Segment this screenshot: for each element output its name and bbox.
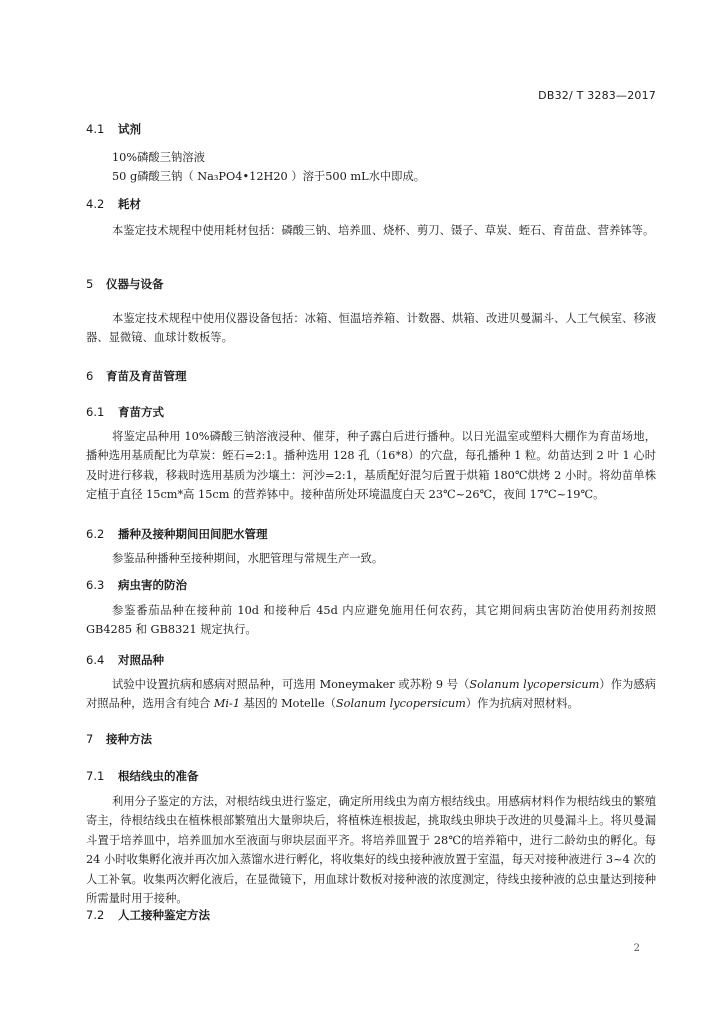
section-title: 接种方法 [106,732,152,746]
section-heading-4-2 [86,196,141,212]
reagent-line-2: 50 g磷酸三钠（ Na₃PO4•12H20 ）溶于500 mL水中即成。 [112,170,426,183]
section-heading-6-1 [86,404,164,420]
section-number: 6.1 [86,405,105,419]
section-title: 仪器与设备 [106,277,164,291]
section-heading-7-1 [86,768,199,784]
section-title: 育苗方式 [118,405,164,419]
section-heading-4-1 [86,121,141,137]
section-number: 7 [86,732,94,746]
reagent-line-1: 10%磷酸三钠溶液 [112,151,205,164]
text-run: 试验中设置抗病和感病对照品种，可选用 Moneymaker 或苏粉 9 号（ [112,678,470,691]
section-title: 播种及接种期间田间肥水管理 [118,527,268,541]
text-run: ）作为感病对照品种，选用含有纯合 [86,678,656,711]
section-heading-7 [86,731,152,747]
equipment-paragraph: 本鉴定技术规程中使用仪器设备包括：冰箱、恒温培养箱、计数器、烘箱、改进贝曼漏斗、人工气候室、移液器、显微镜、血球计数板等。 [86,312,656,345]
section-number: 6.3 [86,578,105,592]
section-heading-6-3 [86,577,187,593]
species-name: Solanum lycopersicum [469,678,600,691]
species-name: Solanum lycopersicum [335,697,466,711]
nematode-preparation-paragraph: 利用分子鉴定的方法，对根结线虫进行鉴定，确定所用线虫为南方根结线虫。用感病材料作为根结线虫的繁殖寄主，待根结线虫在植株根部繁殖出大量卵块后，将植株连根拔起，挑取线虫卵块于改进的贝曼漏斗上。将贝曼漏斗置于培养皿中，培养皿加水至液面与卵块层面平齐。将培养皿置于 28℃的培养箱中，进行二龄幼虫的孵化。每 24 小时收集孵化液并再次加入蒸馏水进行孵化，将收集好的线虫接种液放置于室温，每天对接种液进行 3~4 次的人工补氧。收集两次孵化液后，在显微镜下，用血球计数板对接种液的浓度测定，待线虫接种液的总虫量达到接种所需量时用于接种。 [86,795,656,906]
section-number: 6.2 [86,527,105,541]
section-number: 7.2 [86,908,105,922]
section-title: 对照品种 [118,653,164,667]
text-run: 基因的 Motelle（ [240,697,336,711]
section-heading-7-2 [86,907,210,923]
section-number: 6 [86,369,94,383]
section-title: 根结线虫的准备 [118,769,199,783]
consumables-paragraph: 本鉴定技术规程中使用耗材包括：磷酸三钠、培养皿、烧杯、剪刀、镊子、草炭、蛭石、育苗盘、营养钵等。 [112,224,655,237]
section-title: 人工接种鉴定方法 [118,908,210,922]
section-heading-6 [86,368,187,384]
section-heading-6-2 [86,526,268,542]
document-code: DB32/ T 3283—2017 [538,89,656,102]
section-title: 试剂 [118,122,141,136]
section-number: 5 [86,277,94,291]
text-run: ）作为抗病对照材料。 [465,697,579,711]
section-number: 4.1 [86,122,105,136]
water-fertilizer-paragraph: 参鉴品种播种至接种期间，水肥管理与常规生产一致。 [112,552,384,565]
section-title: 病虫害的防治 [118,578,187,592]
section-heading-6-4 [86,652,164,668]
section-number: 7.1 [86,769,105,783]
section-title: 育苗及育苗管理 [106,369,187,383]
gene-name: Mi-1 [213,697,241,711]
section-number: 6.4 [86,653,105,667]
page-number: 2 [633,943,640,954]
seedling-method-paragraph: 将鉴定品种用 10%磷酸三钠溶液浸种、催芽，种子露白后进行播种。以日光温室或塑料大棚作为育苗场地，播种选用基质配比为草炭：蛭石=2:1。播种选用 128 孔（16*8）的穴盘，每孔播种 1 粒。幼苗达到 2 叶 1 心时及时进行移栽，移栽时选用基质为沙壤土：河沙=2:1，基质配好混匀后置于烘箱 180℃烘烤 2 小时。将幼苗单株定植于直径 15cm*高 15cm 的营养钵中。接种苗所处环境温度白天 23℃~26℃，夜间 17℃~19℃。 [86,430,656,502]
pest-control-paragraph: 参鉴番茄品种在接种前 10d 和接种后 45d 内应避免施用任何农药，其它期间病虫害防治使用药剂按照 GB4285 和 GB8321 规定执行。 [86,604,656,637]
section-heading-5 [86,276,164,292]
section-title: 耗材 [118,197,141,211]
control-variety-paragraph [86,675,656,714]
section-number: 4.2 [86,197,105,211]
